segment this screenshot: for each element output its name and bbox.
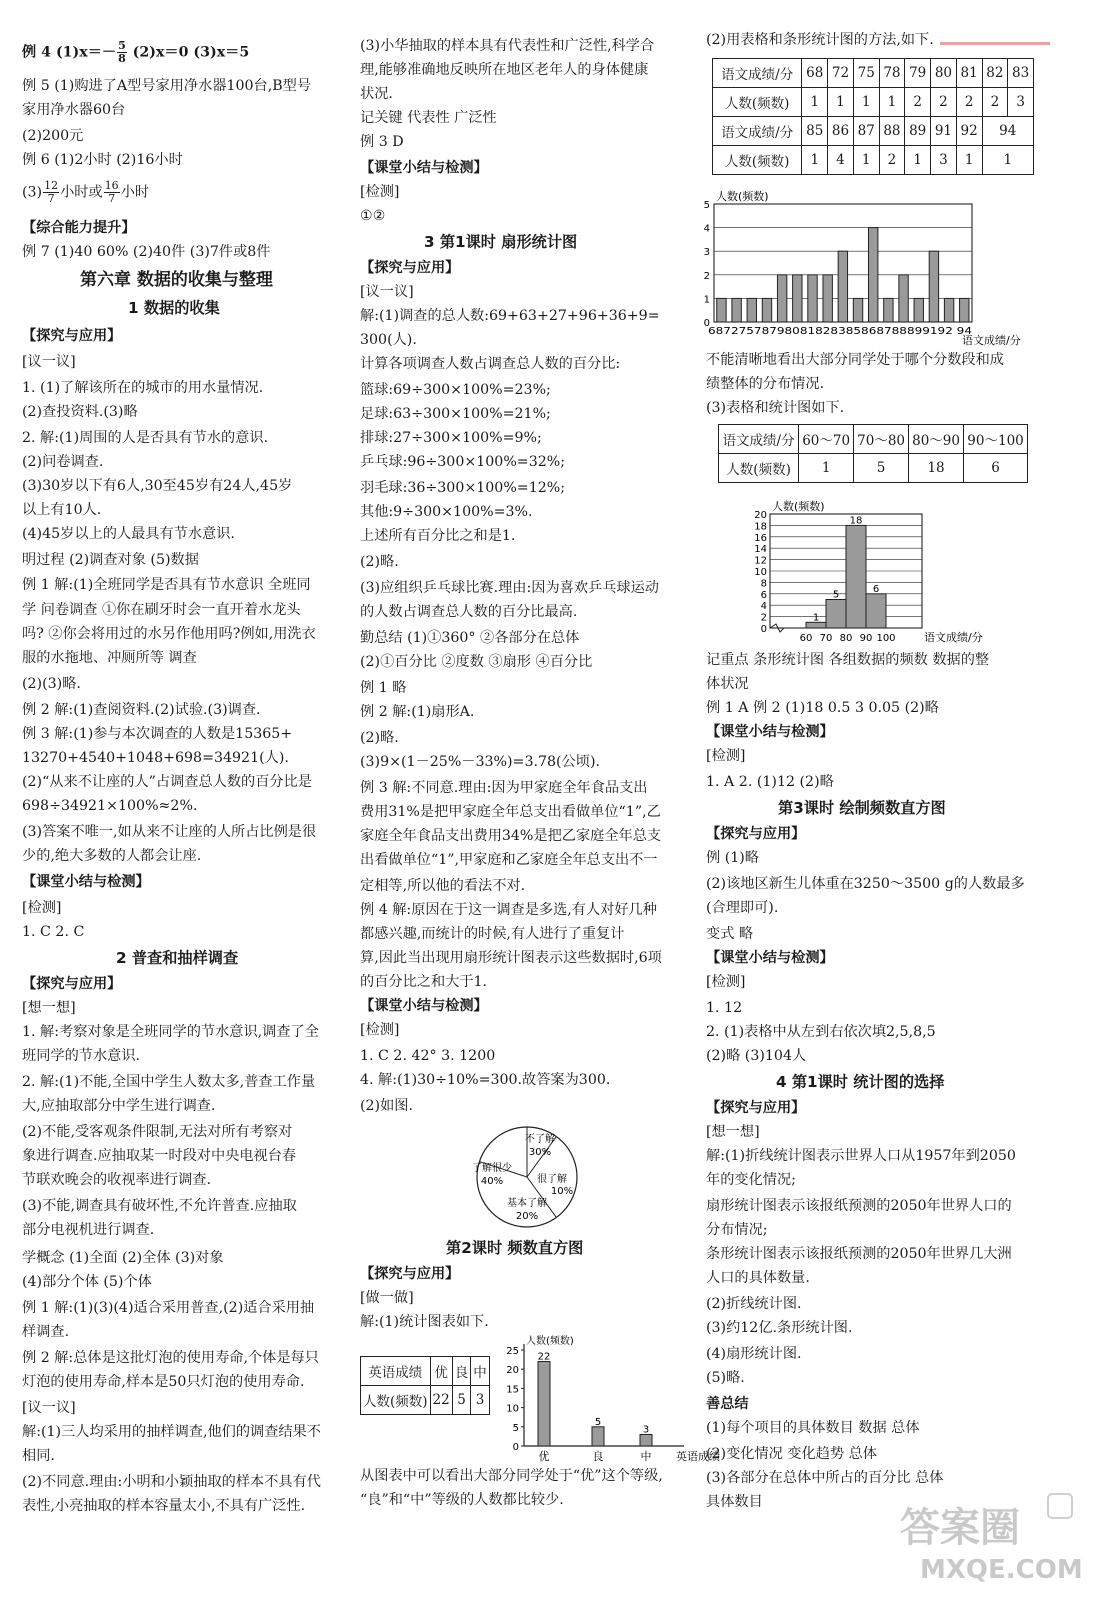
y-tick-label: 0 (512, 1442, 519, 1453)
text-line: (2)200元 (22, 128, 84, 144)
text-line: 例 5 (1)购进了A型号家用净水器100台,B型号 (22, 78, 312, 94)
table-cell: 18 (909, 454, 964, 483)
table-cell: 1 (802, 146, 828, 175)
y-tick-label: 8 (760, 578, 767, 590)
text-line: 象进行调查.应抽取某一时段对中央电视台春 (22, 1148, 297, 1164)
text-line: 例 1 解:(1)全班同学是否具有节水意识 全班同 (22, 577, 311, 593)
text-line: 记重点 条形统计图 各组数据的频数 数据的整 (706, 652, 990, 668)
table-cell: 89 (905, 117, 931, 146)
y-tick-label: 5 (703, 200, 710, 211)
text-line: (4)45岁以上的人最具有节水意识. (22, 526, 235, 542)
y-tick-label: 6 (760, 589, 767, 601)
text-line: 不能清晰地看出大部分同学处于哪个分数段和成 (706, 352, 1004, 368)
text-line: 2. 解:(1)周围的人是否具有节水的意识. (22, 430, 269, 446)
text-line: 4. 解:(1)30÷10%=300.故答案为300. (360, 1072, 611, 1088)
y-tick-label: 2 (760, 612, 767, 624)
text-line: 家庭全年食品支出费用34%是把乙家庭全年总支 (360, 828, 662, 844)
y-tick-label: 4 (760, 601, 767, 613)
text-line: 解:(1)折线统计图表示世界人口从1957年到2050 (706, 1148, 1016, 1164)
section-title: 第2课时 频数直方图 (446, 1239, 584, 1257)
text-line: 表性,小亮抽取的样本容量太小,不具有广泛性. (22, 1498, 306, 1514)
pie-chart (472, 1122, 582, 1232)
text-line: 上述所有百分比之和是1. (360, 528, 516, 544)
text-line: (3)小华抽取的样本具有代表性和广泛性,科学合 (360, 38, 655, 54)
bar (944, 298, 953, 322)
table-header: 英语成绩 (361, 1357, 431, 1386)
bar (826, 600, 846, 629)
text-line: (3)答案不唯一,如从来不让座的人所占比例是很 (22, 824, 317, 840)
x-tick-labels: 68727578798081828385868788899192 94 (708, 326, 972, 337)
table-cell: 1 (956, 146, 982, 175)
x-axis-label: 语文成绩/分 (962, 334, 1021, 347)
text-line: (2)不能,受客观条件限制,无法对所有考察对 (22, 1124, 293, 1140)
y-tick-label: 20 (506, 1365, 519, 1377)
text-line: (2)①百分比 ②度数 ③扇形 ④百分比 (360, 654, 593, 670)
y-tick-label: 16 (754, 532, 767, 544)
table-cell: 60～70 (799, 425, 854, 454)
text-line: (2)略. (360, 554, 399, 570)
chinese-score-table (712, 58, 1034, 175)
bar (853, 298, 862, 322)
table-cell: 1 (982, 146, 1033, 175)
y-tick-label: 0 (760, 624, 767, 635)
text-line: 解:(1)调查的总人数:69+63+27+96+36+9= (360, 308, 660, 324)
text-line: 年的变化情况; (706, 1172, 796, 1188)
data-label: 3 (642, 1424, 650, 1436)
text-line: 的人数占调查总人数的百分比最高. (360, 604, 578, 620)
text-line: 例 3 解:不同意.理由:因为甲家庭全年食品支出 (360, 780, 648, 796)
text-line: 例 6 (1)2小时 (2)16小时 (22, 152, 183, 168)
text-line: [议一议] (22, 354, 76, 370)
table-cell: 87 (853, 117, 879, 146)
x-tick-label: 90 (859, 633, 873, 644)
table-cell: 79 (905, 59, 931, 88)
table-cell: 80 (931, 59, 957, 88)
y-tick-label: 12 (754, 555, 767, 567)
text-line: 家用净水器60台 (22, 102, 126, 118)
text-line: 例 (1)略 (706, 850, 759, 866)
y-tick-label: 18 (754, 521, 767, 533)
fraction: $\frac{12}{7}$ (44, 179, 59, 205)
text-line: (3)各部分在总体中所占的百分比 总体 (706, 1470, 944, 1486)
data-label: 22 (537, 1351, 551, 1363)
bar (592, 1427, 604, 1446)
text-line: 排球:27÷300×100%=9%; (360, 430, 542, 446)
text-line: [议一议] (360, 284, 414, 300)
text-line: 例 2 解:(1)查阅资料.(2)试验.(3)调查. (22, 702, 261, 718)
text-line: 吗? ②你会将用过的水另作他用吗?例如,用洗衣 (22, 626, 316, 642)
section-title: 第3课时 绘制频数直方图 (778, 799, 946, 817)
table-cell: 2 (982, 88, 1008, 117)
text-line: (2)折线统计图. (706, 1296, 802, 1312)
text-line: 大,应抽取部分中学生进行调查. (22, 1098, 216, 1114)
text-line: 例 3 解:(1)参与本次调查的人数是15365+ (22, 726, 293, 742)
table-cell: 2 (931, 88, 957, 117)
y-tick-label: 1 (703, 294, 710, 306)
section-label: 【课堂小结与检测】 (22, 874, 150, 890)
text-line: (4)扇形统计图. (706, 1346, 802, 1362)
section-label: 【探究与应用】 (22, 328, 122, 344)
watermark-text: 答案圈 (900, 1505, 1020, 1551)
bar (640, 1434, 652, 1446)
text-line: (2)用表格和条形统计图的方法,如下. (706, 32, 934, 48)
text-line: 例 7 (1)40 60% (2)40件 (3)7件或8件 (22, 244, 271, 260)
table-cell: 94 (982, 117, 1033, 146)
text-line: 例 2 解:(1)扇形A. (360, 704, 475, 720)
text-line: 1. (1)了解该所在的城市的用水量情况. (22, 380, 264, 396)
y-tick-label: 20 (754, 510, 767, 521)
table-cell: 81 (956, 59, 982, 88)
table-cell: 1 (802, 88, 828, 117)
table-cell: 1 (879, 88, 905, 117)
text-line: (合理即可). (706, 900, 779, 916)
text-line: 算,因此当出现用扇形统计图表示这些数据时,6项 (360, 950, 662, 966)
y-axis-label: 人数(频数) (772, 500, 825, 513)
table-cell: 86 (828, 117, 854, 146)
table-header: 中 (471, 1357, 490, 1386)
bar (960, 298, 969, 322)
text-line: (3)约12亿.条形统计图. (706, 1320, 853, 1336)
table-cell: 1 (905, 146, 931, 175)
text-line: 例 4 解:原因在于这一调查是多选,有人对好几种 (360, 902, 657, 918)
table-cell: 1 (799, 454, 854, 483)
section-title: 2 普查和抽样调查 (116, 949, 239, 967)
bar (929, 251, 938, 322)
table-cell: 人数(频数) (361, 1386, 431, 1415)
table-header: 人数(频数) (713, 146, 802, 175)
bar (747, 298, 756, 322)
x-tick-label: 100 (876, 633, 896, 644)
data-label: 6 (872, 583, 880, 595)
table-header: 语文成绩/分 (713, 59, 802, 88)
table-cell: 3 (1008, 88, 1034, 117)
text-line: 从图表中可以看出大部分同学处于“优”这个等级, (360, 1468, 663, 1484)
bar (762, 298, 771, 322)
text-line: 1. 解:考察对象是全班同学的节水意识,调查了全 (22, 1024, 319, 1040)
text-line: 体状况 (706, 676, 749, 692)
x-tick-label: 优 (538, 1450, 550, 1463)
y-tick-label: 10 (506, 1403, 519, 1415)
text-line: 足球:63÷300×100%=21%; (360, 406, 551, 422)
table-cell: 72 (828, 59, 854, 88)
text-line: (2)略 (3)104人 (706, 1048, 807, 1064)
text-line: 2. (1)表格中从左到右依次填2,5,8,5 (706, 1024, 936, 1040)
text-line: (2)略. (360, 730, 399, 746)
text-line: (2)变化情况 变化趋势 总体 (706, 1446, 877, 1462)
text-line: 1. A 2. (1)12 (2)略 (706, 774, 834, 790)
text-line: 例 1 A 例 2 (1)18 0.5 3 0.05 (2)略 (706, 700, 939, 716)
table-cell: 1 (853, 146, 879, 175)
text-line: 绩整体的分布情况. (706, 376, 825, 392)
bar (538, 1362, 550, 1446)
table-cell: 2 (905, 88, 931, 117)
text-line: [做一做] (360, 1290, 414, 1306)
table-cell: 6 (964, 454, 1028, 483)
pie-label: 很了解 (537, 1174, 567, 1185)
table-cell: 22 (430, 1386, 452, 1415)
text-line: 条形统计图表示该报纸预测的2050年世界几大洲 (706, 1246, 1012, 1262)
text-line: (2)“从来不让座的人”占调查总人数的百分比是 (22, 774, 312, 790)
text-line: (2)问卷调查. (22, 454, 104, 470)
section-label: 【课堂小结与检测】 (706, 950, 834, 966)
bar (838, 251, 847, 322)
frequency-histogram (742, 496, 1032, 648)
text-line: (3)30岁以下有6人,30至45岁有24人,45岁 (22, 478, 293, 494)
section-label: 【探究与应用】 (22, 976, 122, 992)
table-cell: 92 (956, 117, 982, 146)
text-line: 13270+4540+1048+698=34921(人). (22, 750, 289, 766)
x-tick-label: 60 (799, 633, 813, 644)
table-cell: 4 (828, 146, 854, 175)
text-line: 学概念 (1)全面 (2)全体 (3)对象 (22, 1250, 224, 1266)
table-cell: 78 (879, 59, 905, 88)
y-tick-label: 25 (506, 1346, 519, 1357)
data-label: 5 (594, 1416, 602, 1428)
table-cell: 2 (879, 146, 905, 175)
fraction: $\frac{5}{8}$ (118, 39, 126, 65)
x-tick-label: 良 (592, 1450, 604, 1463)
text-line: 记关键 代表性 广泛性 (360, 110, 497, 126)
text-line: 出看做单位“1”,甲家庭和乙家庭全年总支出不一 (360, 852, 658, 868)
text-line: (5)略. (706, 1370, 745, 1386)
y-tick-label: 15 (506, 1384, 519, 1396)
text-line: [检测] (22, 900, 62, 916)
table-cell: 75 (853, 59, 879, 88)
y-tick-label: 14 (754, 544, 767, 556)
table-header: 人数(频数) (713, 88, 802, 117)
table-cell: 90～100 (964, 425, 1028, 454)
text-line: 例 1 解:(1)(3)(4)适合采用普查,(2)适合采用抽 (22, 1300, 315, 1316)
logo-frame (1048, 1494, 1072, 1518)
bar (899, 275, 908, 322)
table-cell: 68 (802, 59, 828, 88)
section-title: 1 数据的收集 (128, 299, 220, 317)
text-line: ①② (360, 208, 386, 224)
text-line: 例 2 解:总体是这批灯泡的使用寿命,个体是每只 (22, 1350, 319, 1366)
bar (717, 298, 726, 322)
table-cell: 85 (802, 117, 828, 146)
text-line: [检测] (706, 974, 746, 990)
table-cell: 5 (452, 1386, 471, 1415)
text-line: 理,能够准确地反映所在地区老年人的身体健康 (360, 62, 649, 78)
text-line: 300(人). (360, 332, 417, 348)
text-line: 服的水拖地、冲厕所等 调查 (22, 650, 197, 666)
bar (868, 228, 877, 322)
y-tick-label: 4 (703, 223, 710, 235)
y-tick-label: 5 (512, 1422, 519, 1434)
table-cell: 82 (982, 59, 1008, 88)
pie-value: 30% (528, 1147, 552, 1158)
text-line: 乒乓球:96÷300×100%=32%; (360, 454, 566, 470)
table-cell: 70～80 (854, 425, 909, 454)
section-label: 【课堂小结与检测】 (706, 724, 834, 740)
text-line: 样调查. (22, 1324, 70, 1340)
table-cell: 83 (1008, 59, 1034, 88)
text-line: 班同学的节水意识. (22, 1048, 141, 1064)
text-line: (3)表格和统计图如下. (706, 400, 845, 416)
section-label: 【综合能力提升】 (22, 220, 136, 236)
text-line: 状况. (360, 86, 393, 102)
text-line: 学 问卷调查 ①你在刷牙时会一直开着水龙头 (22, 602, 301, 618)
table-header: 语文成绩/分 (713, 117, 802, 146)
x-tick-label: 中 (640, 1450, 652, 1463)
data-label: 1 (812, 612, 820, 624)
table-cell: 88 (879, 117, 905, 146)
bar (777, 275, 786, 322)
bar (823, 275, 832, 322)
bar (732, 298, 741, 322)
text-line: 解:(1)统计图表如下. (360, 1314, 489, 1330)
text-line: 以上有10人. (22, 502, 102, 518)
table-cell: 3 (471, 1386, 490, 1415)
y-tick-label: 10 (754, 567, 767, 578)
data-label: 18 (849, 515, 863, 527)
text-line: (3) $\frac{12}{7}$ 小时或 $\frac{16}{7}$ 小时 (22, 179, 150, 205)
text-line: 1. C 2. 42° 3. 1200 (360, 1048, 496, 1064)
x-axis-label: 英语成绩 (676, 1450, 720, 1463)
watermark-url: MXQE.COM (920, 1555, 1083, 1585)
y-tick-label: 3 (703, 247, 710, 259)
text-line: (2)查投资料.(3)略 (22, 404, 138, 420)
text-line: 相同. (22, 1448, 55, 1464)
bar (914, 298, 923, 322)
x-tick-label: 80 (839, 633, 853, 644)
pie-value: 20% (515, 1211, 539, 1222)
text-line: 2. 解:(1)不能,全国中学生人数太多,普查工作量 (22, 1074, 316, 1090)
bar (846, 525, 866, 628)
text-line: (2)不同意.理由:小明和小颖抽取的样本不具有代 (22, 1474, 321, 1490)
text-line: 都感兴趣,而统计的时候,有人进行了重复计 (360, 926, 625, 942)
section-label: 【探究与应用】 (706, 826, 806, 842)
pie-label: 不了解 (525, 1134, 555, 1145)
section-label: 善总结 (706, 1396, 749, 1412)
text-line: 少的,绝大多数的人都会让座. (22, 848, 202, 864)
text-line: [检测] (360, 184, 400, 200)
text-line: 解:(1)三人均采用的抽样调查,他们的调查结果不 (22, 1424, 321, 1440)
text-line: (2)如图. (360, 1098, 413, 1114)
bar (808, 275, 817, 322)
text-line: 计算各项调查人数占调查总人数的百分比: (360, 356, 621, 372)
text-line: 羽毛球:36÷300×100%=12%; (360, 480, 566, 496)
text-line: (3)不能,调查具有破坏性,不允许普查.应抽取 (22, 1198, 297, 1214)
x-axis-label: 语文成绩/分 (924, 631, 983, 644)
text-line: 扇形统计图表示该报纸预测的2050年世界人口的 (706, 1198, 1012, 1214)
pie-value: 40% (480, 1176, 504, 1187)
text-line: [想一想] (22, 1000, 76, 1016)
y-axis-label: 人数(频数) (716, 190, 769, 203)
section-label: 【探究与应用】 (706, 1100, 806, 1116)
text-line: “良”和“中”等级的人数都比较少. (360, 1492, 564, 1508)
table-cell: 5 (854, 454, 909, 483)
section-title: 4 第1课时 统计图的选择 (776, 1073, 945, 1091)
english-bar-chart (498, 1336, 720, 1464)
text-line: 例 3 D (360, 134, 404, 150)
table-cell: 80～90 (909, 425, 964, 454)
table-cell: 3 (931, 146, 957, 175)
section-label: 【探究与应用】 (360, 260, 460, 276)
table-cell: 1 (853, 88, 879, 117)
table-cell: 2 (956, 88, 982, 117)
text-line: 灯泡的使用寿命,样本是50只灯泡的使用寿命. (22, 1374, 305, 1390)
section-title: 3 第1课时 扇形统计图 (424, 233, 578, 251)
table-cell: 1 (828, 88, 854, 117)
text-line: 节联欢晚会的收视率进行调查. (22, 1172, 211, 1188)
section-label: 【课堂小结与检测】 (360, 998, 488, 1014)
text-line: 例 1 略 (360, 680, 407, 696)
text-line: 篮球:69÷300×100%=23%; (360, 382, 551, 398)
text-line: (1)每个项目的具体数目 数据 总体 (706, 1420, 920, 1436)
text-line: (4)部分个体 (5)个体 (22, 1274, 152, 1290)
bar (793, 275, 802, 322)
text-line: [检测] (360, 1022, 400, 1038)
text-line: 其他:9÷300×100%=3%. (360, 504, 533, 520)
section-label: 【探究与应用】 (360, 1266, 460, 1282)
text-line: 例 4 (1)x＝－ $\frac{5}{8}$ (2)x＝0 (3)x＝5 (22, 39, 250, 65)
text-line: 勤总结 (1)①360° ②各部分在总体 (360, 630, 580, 646)
chinese-score-bar-chart (692, 186, 1058, 346)
table-header: 人数(频数) (719, 454, 799, 483)
fraction: $\frac{16}{7}$ (104, 179, 119, 205)
text-line: [议一议] (22, 1400, 76, 1416)
pie-label: 了解很少 (472, 1163, 512, 1174)
score-range-table (718, 424, 1028, 483)
pie-value: 10% (550, 1186, 574, 1197)
table-cell: 91 (931, 117, 957, 146)
pie-label: 基本了解 (507, 1198, 547, 1209)
text-line: 的百分比之和大于1. (360, 974, 488, 990)
text-line: 1. C 2. C (22, 924, 85, 940)
y-tick-label: 0 (703, 318, 710, 329)
text-line: 费用31%是把甲家庭全年总支出看做单位“1”,乙 (360, 804, 661, 820)
text-line: 明过程 (2)调查对象 (5)数据 (22, 552, 199, 568)
text-line: 1. 12 (706, 1000, 743, 1016)
text-line: 人口的具体数量. (706, 1270, 810, 1286)
english-score-table (360, 1356, 490, 1415)
text-line: (2)(3)略. (22, 676, 81, 692)
y-tick-label: 2 (703, 270, 710, 282)
text-line: 分布情况; (706, 1222, 768, 1238)
table-header: 优 (430, 1357, 452, 1386)
section-label: 【课堂小结与检测】 (360, 160, 488, 176)
table-header: 语文成绩/分 (719, 425, 799, 454)
text-line: 698÷34921×100%≈2%. (22, 798, 198, 814)
text-line: (3)9×(1－25%－33%)=3.78(公顷). (360, 754, 600, 770)
text-line: (3)应组织乒乓球比赛.理由:因为喜欢乒乓球运动 (360, 580, 659, 596)
chapter-title: 第六章 数据的收集与整理 (80, 270, 273, 290)
y-axis-label: 人数(频数) (526, 1336, 574, 1347)
bar (884, 298, 893, 322)
text-line: (2)该地区新生儿体重在3250～3500 g的人数最多 (706, 876, 1025, 892)
text-line: [想一想] (706, 1124, 760, 1140)
text-line: 部分电视机进行调查. (22, 1222, 155, 1238)
text-line: 变式 略 (706, 926, 754, 942)
text-line: 定相等,所以他的看法不对. (360, 878, 526, 894)
text-line: 具体数目 (706, 1494, 763, 1510)
decorative-bar (940, 42, 1050, 45)
watermark-logo (900, 1486, 1083, 1586)
text-line: [检测] (706, 748, 746, 764)
bar (866, 594, 886, 628)
data-label: 5 (832, 589, 840, 601)
x-tick-label: 70 (819, 633, 833, 644)
table-header: 良 (452, 1357, 471, 1386)
